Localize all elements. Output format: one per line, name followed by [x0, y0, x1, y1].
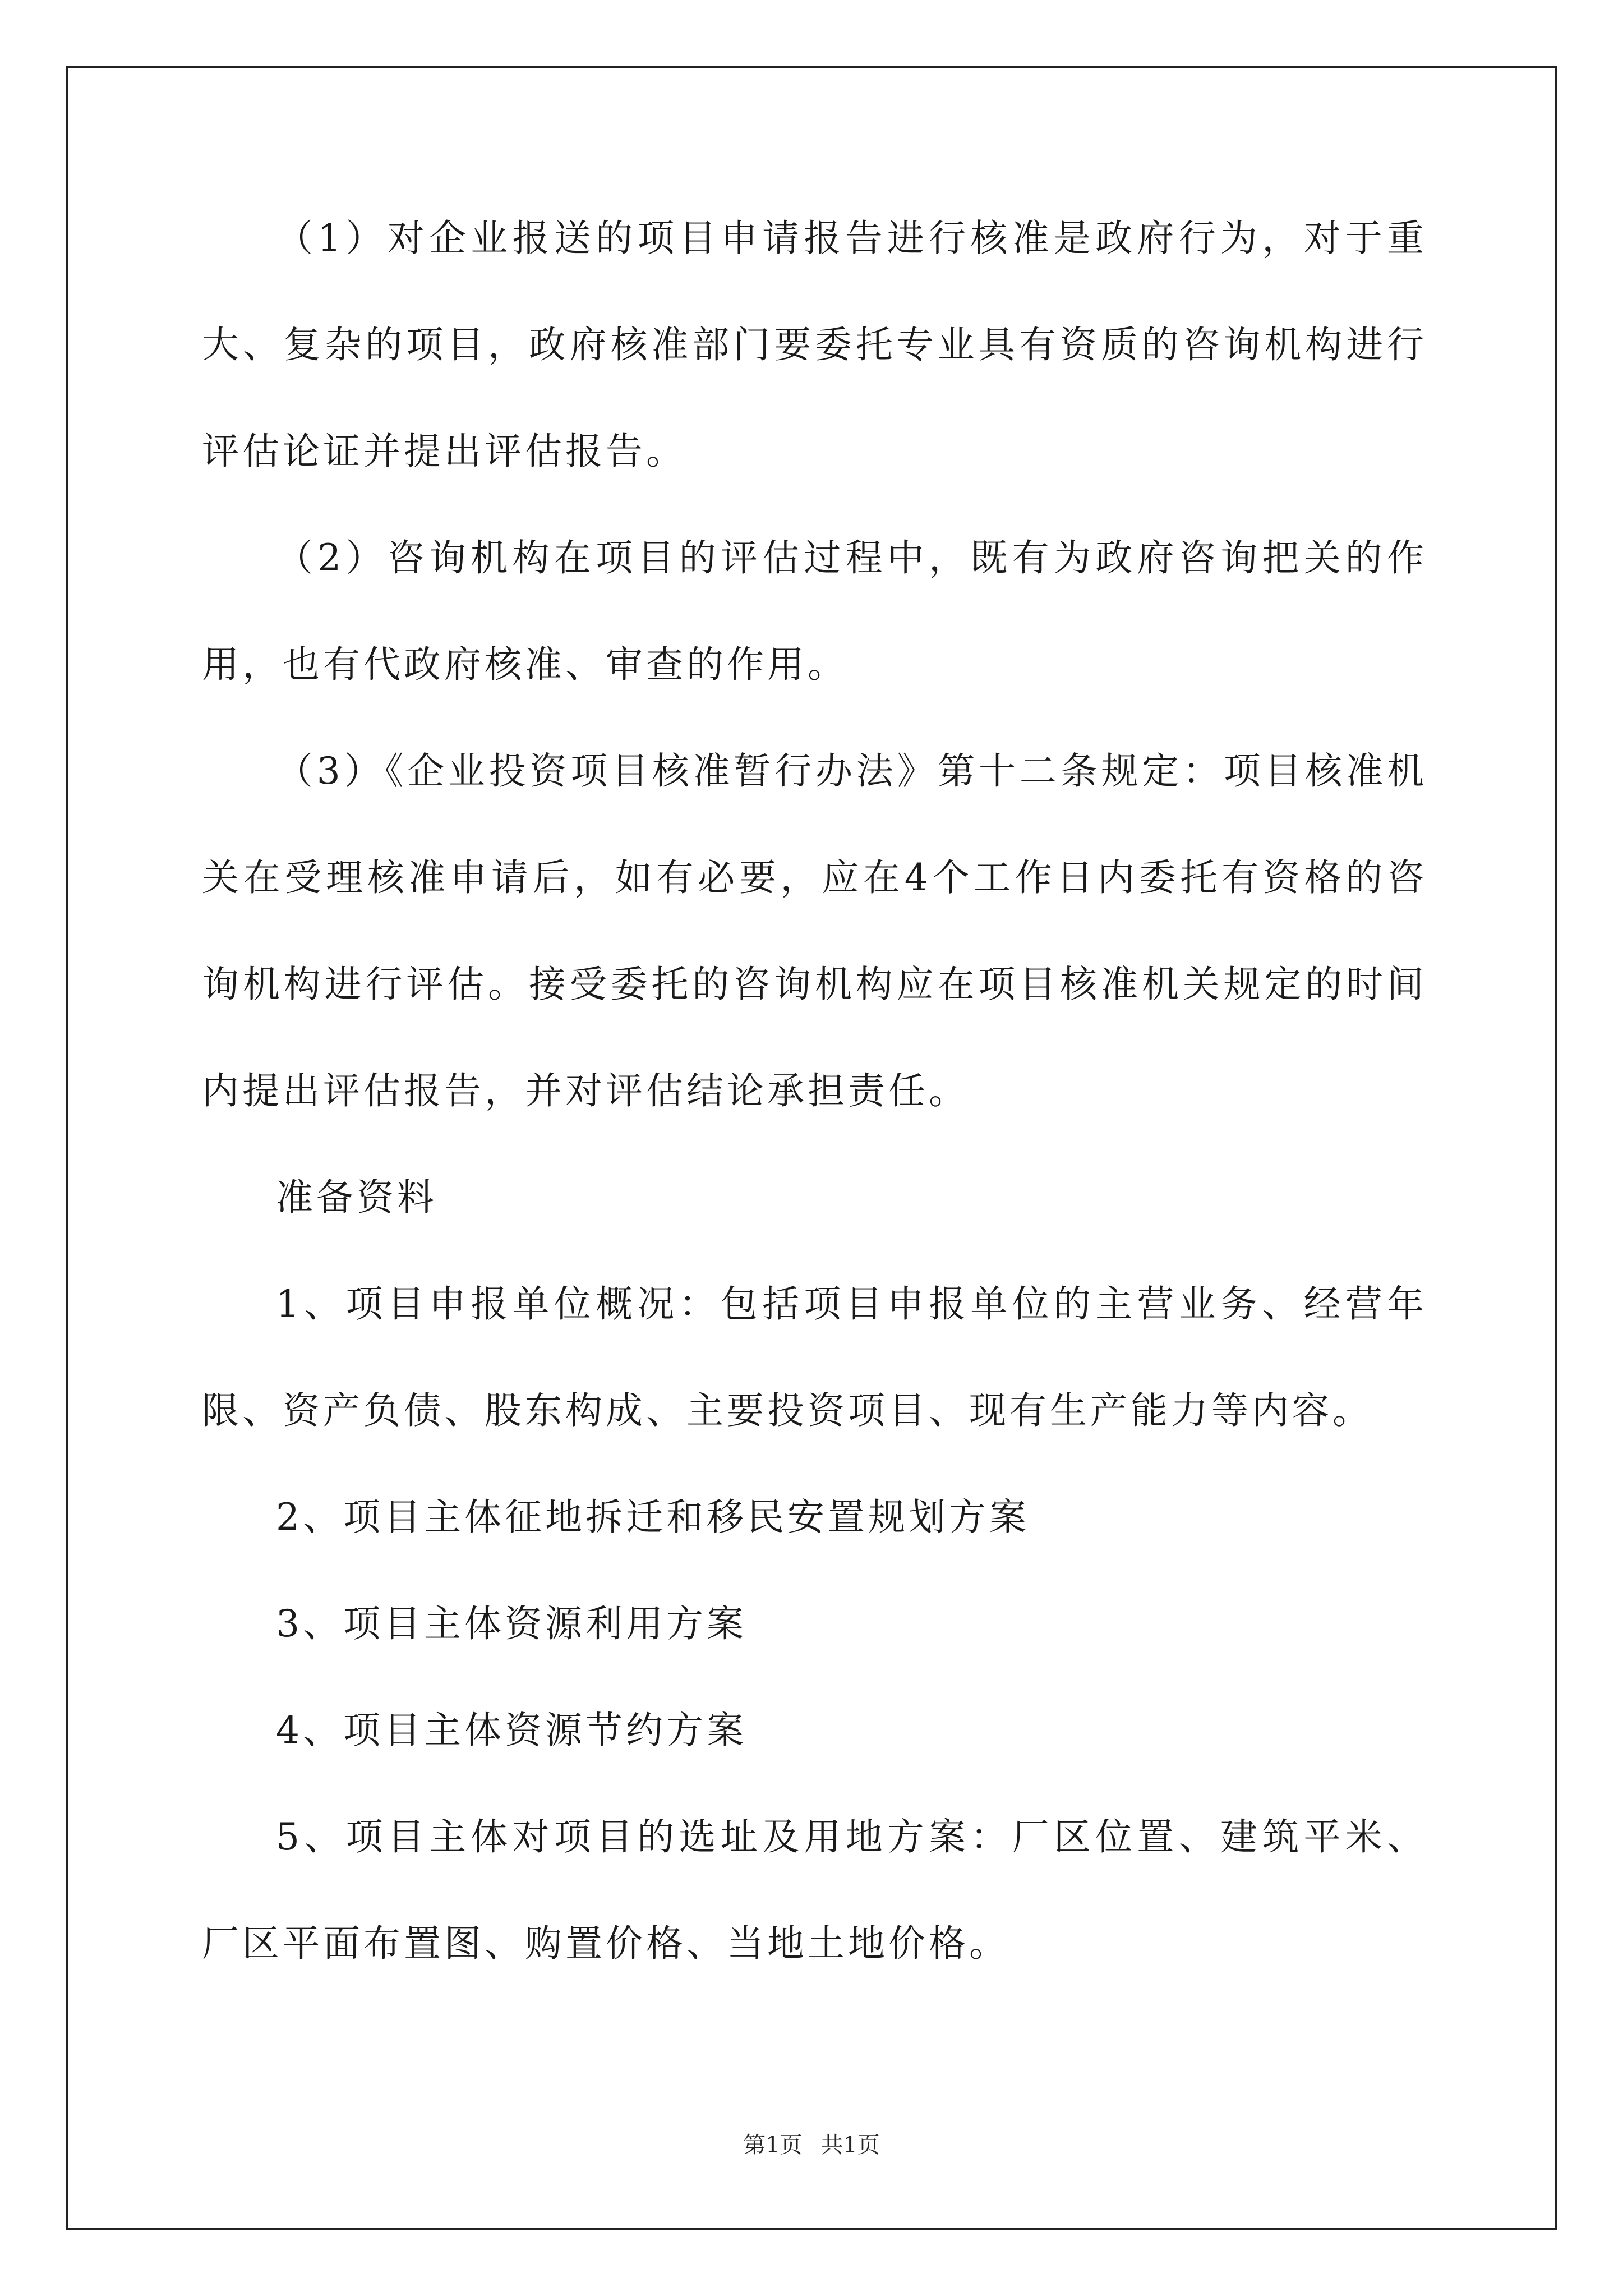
paragraph-1: （1）对企业报送的项目申请报告进行核准是政府行为，对于重大、复杂的项目，政府核准部门要委托专业具有资质的咨询机构进行评估论证并提出评估报告。	[202, 217, 1427, 473]
list-item-1: 1、项目申报单位概况：包括项目申报单位的主营业务、经营年限、资产负债、股东构成、主要投资项目、现有生产能力等内容。	[202, 1282, 1427, 1432]
paragraph-2: （2）咨询机构在项目的评估过程中，既有为政府咨询把关的作用，也有代政府核准、审查的作用。	[202, 536, 1427, 686]
page-number: 第1页	[743, 2132, 803, 2158]
page-footer	[0, 2127, 1623, 2159]
paragraph-3: （3）《企业投资项目核准暂行办法》第十二条规定：项目核准机关在受理核准申请后，如有必要，应在4个工作日内委托有资格的咨询机构进行评估。接受委托的咨询机构应在项目核准机关规定的时间内提出评估报告，并对评估结论承担责任。	[202, 749, 1427, 1112]
list-item-3: 3、项目主体资源利用方案	[276, 1602, 747, 1645]
document-body	[202, 185, 1427, 1997]
list-item-5: 5、项目主体对项目的选址及用地方案：厂区位置、建筑平米、厂区平面布置图、购置价格、当地土地价格。	[202, 1815, 1427, 1965]
list-item-2: 2、项目主体征地拆迁和移民安置规划方案	[276, 1496, 1030, 1539]
list-item-4: 4、项目主体资源节约方案	[276, 1709, 747, 1752]
section-heading: 准备资料	[276, 1176, 437, 1219]
page-total: 共1页	[820, 2132, 880, 2158]
